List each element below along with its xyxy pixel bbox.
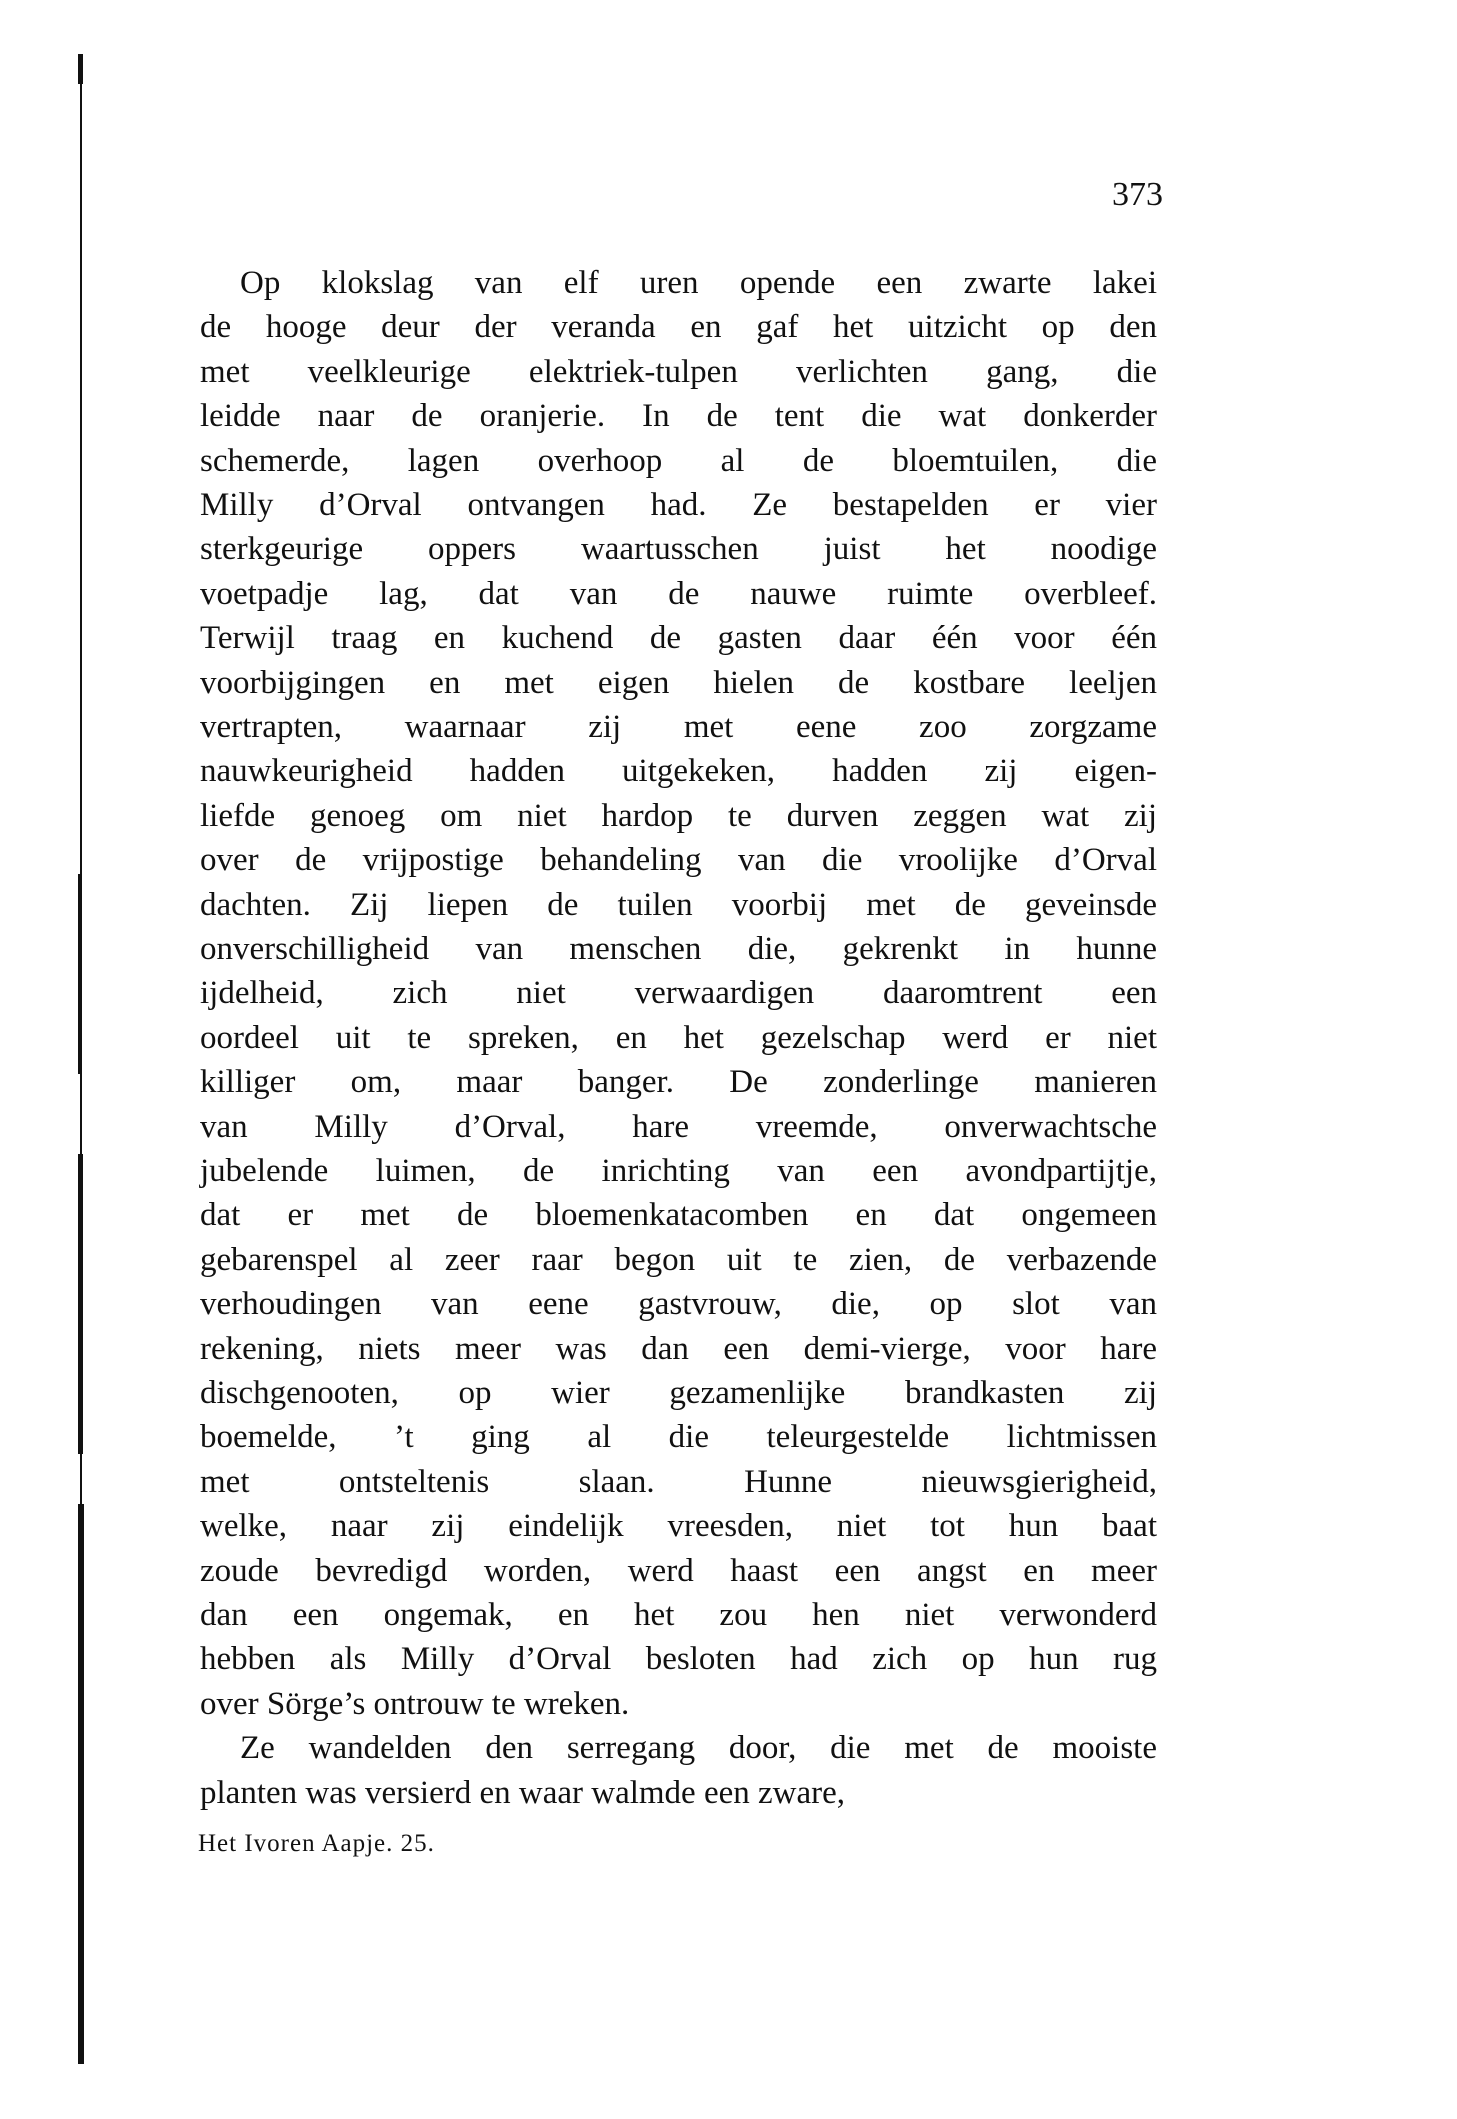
- text-line: oordeel uit te spreken, en het gezelschap werd er niet: [200, 1019, 1157, 1056]
- text-line: Milly d’Orval ontvangen had. Ze bestapelden er vier: [200, 487, 1157, 523]
- text-line: sterkgeurige oppers waartusschen juist het noodige: [200, 531, 1157, 568]
- text-line: Ze wandelden den serregang door, die met de mooiste: [240, 1730, 1157, 1767]
- text-line: voetpadje lag, dat van de nauwe ruimte overbleef.: [200, 575, 1157, 612]
- text-line: killiger om, maar banger. De zonderlinge manieren: [200, 1064, 1157, 1101]
- text-line: dat er met de bloemenkatacomben en dat ongemeen: [200, 1197, 1157, 1234]
- text-line: dachten. Zij liepen de tuilen voorbij met de geveinsde: [200, 886, 1157, 923]
- text-line: Terwijl traag en kuchend de gasten daar één voor één: [200, 620, 1157, 657]
- text-line: nauwkeurigheid hadden uitgekeken, hadden zij eigen-: [200, 753, 1157, 790]
- text-line: ijdelheid, zich niet verwaardigen daaromtrent een: [200, 975, 1157, 1012]
- text-line: leidde naar de oranjerie. In de tent die wat donkerder: [200, 398, 1157, 435]
- binding-edge-shadow: [78, 54, 84, 2064]
- text-line: boemelde, ’t ging al die teleurgestelde lichtmissen: [200, 1419, 1157, 1456]
- text-line: met veelkleurige elektriek-tulpen verlichten gang, die: [200, 353, 1157, 390]
- text-line: de hooge deur der veranda en gaf het uitzicht op den: [200, 309, 1157, 346]
- text-line: planten was versierd en waar walmde een zware,: [200, 1774, 846, 1811]
- text-line: over Sörge’s ontrouw te wreken.: [200, 1685, 630, 1722]
- text-line: rekening, niets meer was dan een demi-vierge, voor hare: [200, 1330, 1157, 1367]
- text-line: over de vrijpostige behandeling van die vroolijke d’Orval: [200, 842, 1157, 879]
- text-line: dan een ongemak, en het zou hen niet verwonderd: [200, 1597, 1157, 1633]
- page-number: 373: [1112, 176, 1163, 213]
- text-line: liefde genoeg om niet hardop te durven zeggen wat zij: [200, 797, 1157, 834]
- text-line: Op klokslag van elf uren opende een zwarte lakei: [240, 265, 1157, 301]
- text-line: gebarenspel al zeer raar begon uit te zien, de verbazende: [200, 1241, 1157, 1278]
- text-line: welke, naar zij eindelijk vreesden, niet tot hun baat: [200, 1508, 1157, 1545]
- signature-footer: Het Ivoren Aapje. 25.: [198, 1830, 435, 1857]
- text-line: vertrapten, waarnaar zij met eene zoo zorgzame: [200, 709, 1157, 745]
- text-line: dischgenooten, op wier gezamenlijke brandkasten zij: [200, 1375, 1157, 1411]
- text-line: met ontsteltenis slaan. Hunne nieuwsgierigheid,: [200, 1463, 1157, 1500]
- text-line: zoude bevredigd worden, werd haast een angst en meer: [200, 1552, 1157, 1589]
- text-line: onverschilligheid van menschen die, gekrenkt in hunne: [200, 931, 1157, 967]
- text-line: hebben als Milly d’Orval besloten had zich op hun rug: [200, 1641, 1157, 1678]
- text-line: voorbijgingen en met eigen hielen de kostbare leeljen: [200, 664, 1157, 701]
- text-line: verhoudingen van eene gastvrouw, die, op slot van: [200, 1286, 1157, 1323]
- text-line: schemerde, lagen overhoop al de bloemtuilen, die: [200, 442, 1157, 479]
- text-line: jubelende luimen, de inrichting van een avondpartijtje,: [200, 1153, 1157, 1189]
- text-line: van Milly d’Orval, hare vreemde, onverwachtsche: [200, 1108, 1157, 1145]
